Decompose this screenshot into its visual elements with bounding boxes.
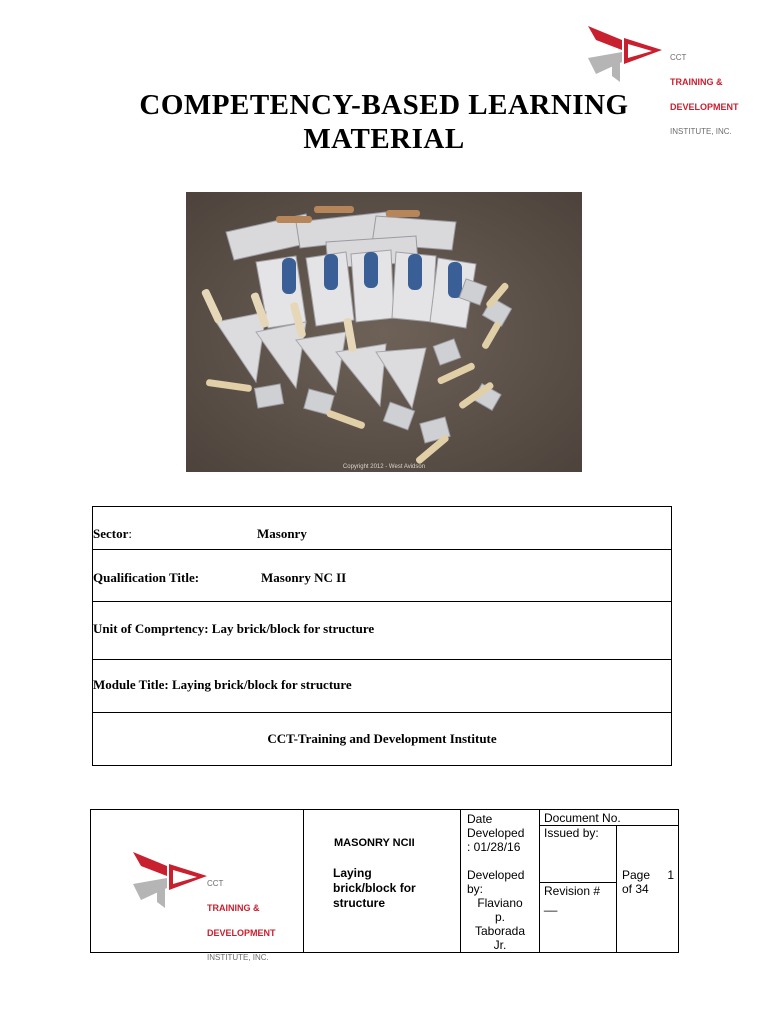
footer-course: MASONRY NCII [334,837,415,849]
unit-of-competency: Unit of Comprtency: Lay brick/block for structure [93,621,375,636]
qualification-value: Masonry NC II [261,570,347,585]
footer-date-developed: Date Developed : 01/28/16 [467,812,525,854]
footer-page [622,868,674,896]
photo-caption: Copyright 2012 - West Avidson [342,464,426,470]
footer-issued-by: Issued by: [544,826,599,840]
title-line-1: COMPETENCY-BASED LEARNING [139,89,629,121]
sector-row [93,507,671,550]
footer-logo-text-development: DEVELOPMENT [207,928,276,938]
footer-document-no: Document No. [544,811,621,825]
masonry-tools-photo [186,192,582,472]
footer-module: Laying brick/block for structure [333,866,416,910]
footer-logo-mark-icon [131,850,211,910]
logo-text-cct: CCT [670,53,687,62]
footer-page-number: 1 [667,868,674,882]
qualification-row [93,550,671,602]
footer-logo-text-institute: INSTITUTE, INC. [207,953,269,962]
footer-developed-by: Developed by: [467,868,525,896]
footer-developer-name: Flaviano p. Taborada Jr. [474,896,526,952]
logo-text-training: TRAINING & [670,77,723,87]
header-logo [586,24,746,136]
document-title [0,88,768,156]
institute-row [93,713,671,765]
footer-revision: Revision # __ [544,884,601,912]
sector-value: Masonry [257,526,307,541]
module-title: Module Title: Laying brick/block for structure [93,677,352,692]
logo-text-institute: INSTITUTE, INC. [670,127,732,136]
footer-logo [131,850,281,962]
module-row [93,660,671,713]
sector-label: Sector: [93,526,132,541]
masonry-tools-icon [186,192,582,472]
title-line-2: MATERIAL [303,123,465,155]
module-info-table [92,506,672,766]
document-footer-table [90,809,679,962]
unit-row [93,602,671,660]
logo-text-development: DEVELOPMENT [670,102,739,112]
footer-logo-text-cct: CCT [207,879,224,888]
institute-name: CCT-Training and Development Institute [267,731,497,746]
footer-logo-text-training: TRAINING & [207,903,260,913]
logo-mark-icon [586,24,666,84]
footer-page-total: of 34 [622,882,649,896]
footer-page-label: Page [622,868,651,882]
qualification-label: Qualification Title: [93,570,200,585]
